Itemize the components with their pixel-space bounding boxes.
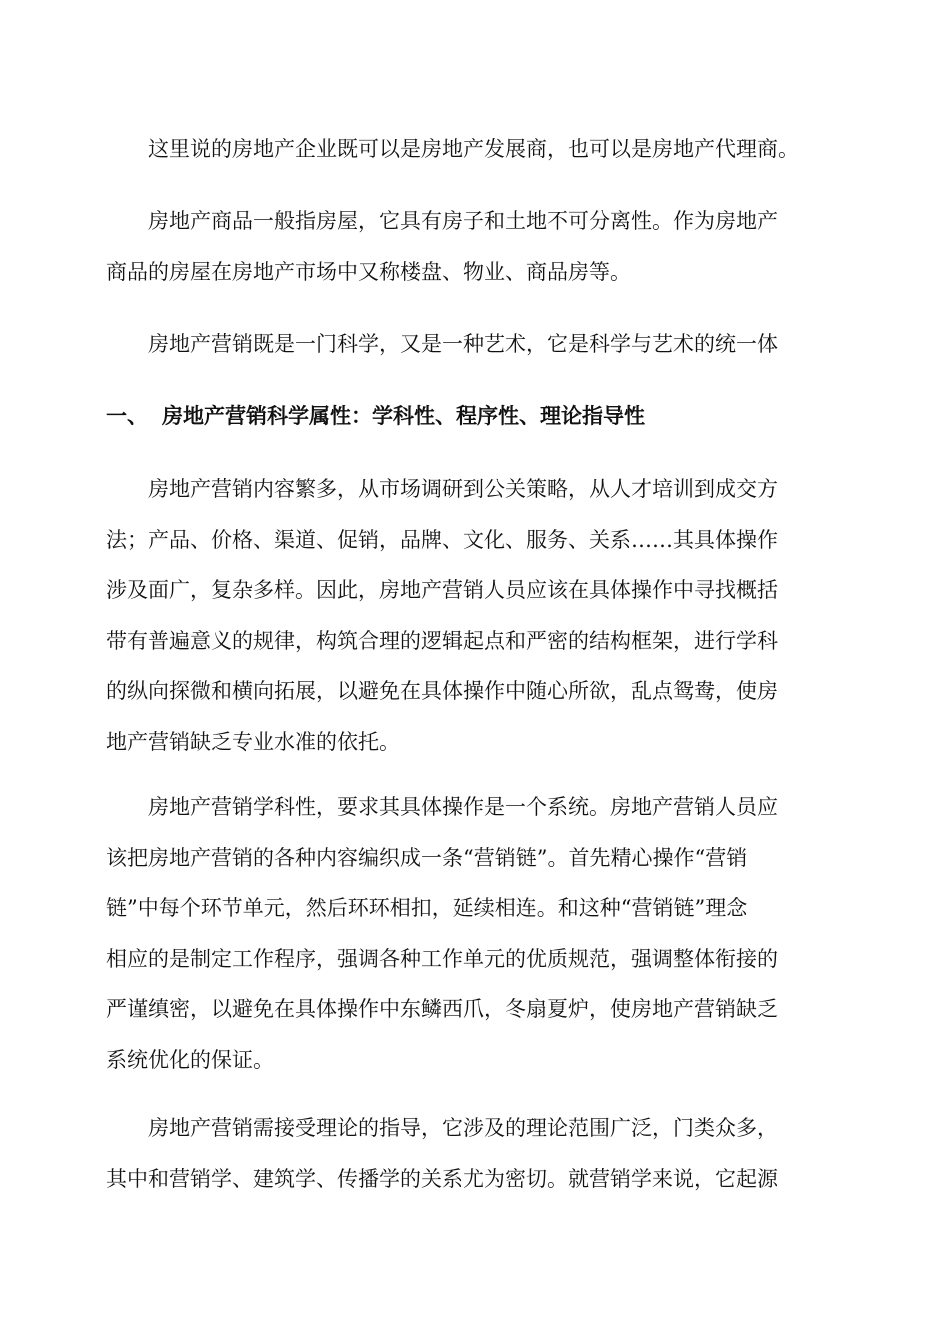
- paragraph-line: 带有普遍意义的规律，构筑合理的逻辑起点和严密的结构框架，进行学科: [106, 628, 778, 653]
- paragraph-line: 房地产商品一般指房屋，它具有房子和土地不可分离性。作为房地产: [148, 209, 778, 233]
- paragraph-5: [106, 782, 826, 1085]
- paragraph-4: [106, 464, 826, 767]
- paragraph-line: 房地产营销内容繁多，从市场调研到公关策略，从人才培训到成交方: [148, 477, 778, 501]
- paragraph-line: 其中和营销学、建筑学、传播学的关系尤为密切。就营销学来说，它起源: [106, 1166, 778, 1191]
- paragraph-line: 商品的房屋在房地产市场中又称楼盘、物业、商品房等。: [106, 259, 631, 284]
- paragraph-2: [106, 196, 826, 297]
- paragraph-line: 房地产营销需接受理论的指导，它涉及的理论范围广泛，门类众多，: [148, 1116, 778, 1140]
- paragraph-line: 链”中每个环节单元，然后环环相扣，延续相连。和这种“营销链”理念: [106, 896, 748, 920]
- paragraph-line: 系统优化的保证。: [106, 1047, 274, 1072]
- paragraph-line: 房地产营销学科性，要求其具体操作是一个系统。房地产营销人员应: [148, 795, 778, 819]
- paragraph-line: 地产营销缺乏专业水准的依托。: [106, 729, 400, 754]
- paragraph-1: [106, 124, 826, 175]
- paragraph-line: 这里说的房地产企业既可以是房地产发展商，也可以是房地产代理商。: [148, 137, 799, 161]
- paragraph-line: 严谨缜密，以避免在具体操作中东鳞西爪，冬扇夏炉，使房地产营销缺乏: [106, 997, 778, 1021]
- section-heading: [106, 391, 826, 441]
- paragraph-line: 房地产营销既是一门科学，又是一种艺术，它是科学与艺术的统一体: [148, 332, 778, 356]
- paragraph-line: 法；产品、价格、渠道、促销，品牌、文化、服务、关系……其具体操作: [106, 527, 778, 552]
- section-heading-number: 一、: [106, 403, 148, 428]
- paragraph-line: 相应的是制定工作程序，强调各种工作单元的优质规范，强调整体衔接的: [106, 946, 778, 971]
- paragraph-line: 涉及面广，复杂多样。因此，房地产营销人员应该在具体操作中寻找概括: [106, 578, 778, 602]
- section-heading-text: 房地产营销科学属性：学科性、程序性、理论指导性: [162, 403, 645, 428]
- paragraph-line: 的纵向探微和横向拓展，以避免在具体操作中随心所欲，乱点鸳鸯，使房: [106, 679, 778, 703]
- paragraph-6: [106, 1103, 826, 1204]
- paragraph-3: [106, 319, 826, 370]
- paragraph-line: 该把房地产营销的各种内容编织成一条“营销链”。首先精心操作“营销: [106, 845, 748, 870]
